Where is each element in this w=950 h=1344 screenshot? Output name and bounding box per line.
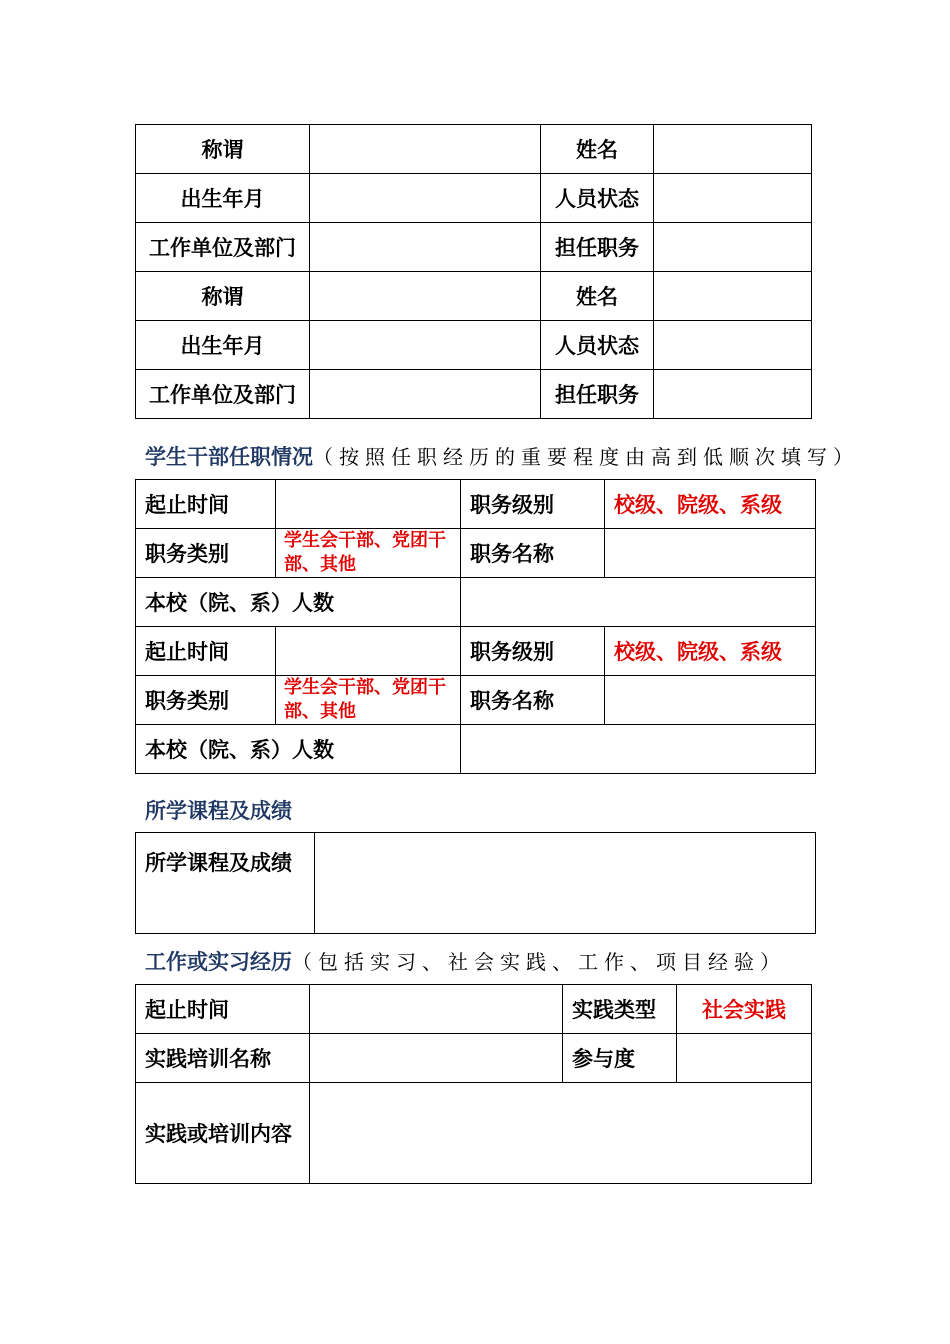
field-value[interactable] [310,985,563,1034]
field-label: 人员状态 [541,321,654,370]
table-row [136,174,812,223]
field-value[interactable] [654,223,812,272]
table-row [136,321,812,370]
table-row [136,223,812,272]
table-row [136,833,816,934]
field-label: 出生年月 [136,174,310,223]
experience-table [135,984,812,1184]
field-value[interactable] [310,125,541,174]
section-note: （包括实习、社会实践、工作、项目经验） [292,950,786,974]
field-label: 起止时间 [136,627,276,676]
field-value[interactable] [654,272,812,321]
basic-info-table [135,124,812,419]
field-label: 职务类别 [136,676,276,725]
field-label: 起止时间 [136,480,276,529]
field-label: 担任职务 [541,223,654,272]
table-row [136,125,812,174]
section-title: 所学课程及成绩 [145,799,292,823]
field-value[interactable] [654,174,812,223]
field-label: 实践类型 [563,985,677,1034]
field-value[interactable] [310,272,541,321]
table-row [136,985,812,1034]
field-value[interactable] [461,725,816,774]
field-value[interactable] [654,370,812,419]
field-value[interactable] [310,223,541,272]
field-hint[interactable]: 学生会干部、党团干部、其他 [276,676,461,725]
field-value[interactable] [310,370,541,419]
field-label: 职务级别 [461,480,605,529]
field-hint[interactable]: 学生会干部、党团干部、其他 [276,529,461,578]
table-row [136,529,816,578]
field-label: 起止时间 [136,985,310,1034]
field-label: 实践培训名称 [136,1034,310,1083]
field-label: 称谓 [136,125,310,174]
field-label: 职务类别 [136,529,276,578]
field-label: 职务名称 [461,676,605,725]
table-row [136,1083,812,1184]
field-label: 姓名 [541,272,654,321]
field-hint[interactable]: 社会实践 [677,985,812,1034]
field-label: 所学课程及成绩 [136,833,315,934]
table-row [136,370,812,419]
field-label: 参与度 [563,1034,677,1083]
table-row [136,725,816,774]
table-row [136,578,816,627]
field-label: 本校（院、系）人数 [136,725,461,774]
field-value[interactable] [605,676,816,725]
field-value[interactable] [677,1034,812,1083]
field-label: 称谓 [136,272,310,321]
field-value[interactable] [310,1034,563,1083]
table-row [136,272,812,321]
field-value[interactable] [605,529,816,578]
field-value[interactable] [654,125,812,174]
field-value[interactable] [276,480,461,529]
table-row [136,676,816,725]
field-value[interactable] [276,627,461,676]
table-row [136,627,816,676]
section-heading-courses [145,795,292,825]
field-value[interactable] [315,833,816,934]
field-label: 工作单位及部门 [136,370,310,419]
table-row [136,480,816,529]
field-value[interactable] [310,174,541,223]
section-title: 工作或实习经历 [145,950,292,974]
table-row [136,1034,812,1083]
field-hint[interactable]: 校级、院级、系级 [605,480,816,529]
field-label: 担任职务 [541,370,654,419]
section-heading-cadre [145,441,859,471]
field-label: 职务名称 [461,529,605,578]
field-label: 职务级别 [461,627,605,676]
section-heading-experience [145,946,786,976]
courses-table [135,832,816,934]
field-value[interactable] [310,321,541,370]
field-value[interactable] [310,1083,812,1184]
field-label: 实践或培训内容 [136,1083,310,1184]
field-label: 出生年月 [136,321,310,370]
field-value[interactable] [461,578,816,627]
section-note: （按照任职经历的重要程度由高到低顺次填写） [313,445,859,469]
field-value[interactable] [654,321,812,370]
field-label: 工作单位及部门 [136,223,310,272]
cadre-table [135,479,816,774]
field-label: 姓名 [541,125,654,174]
field-label: 本校（院、系）人数 [136,578,461,627]
section-title: 学生干部任职情况 [145,445,313,469]
field-label: 人员状态 [541,174,654,223]
field-hint[interactable]: 校级、院级、系级 [605,627,816,676]
